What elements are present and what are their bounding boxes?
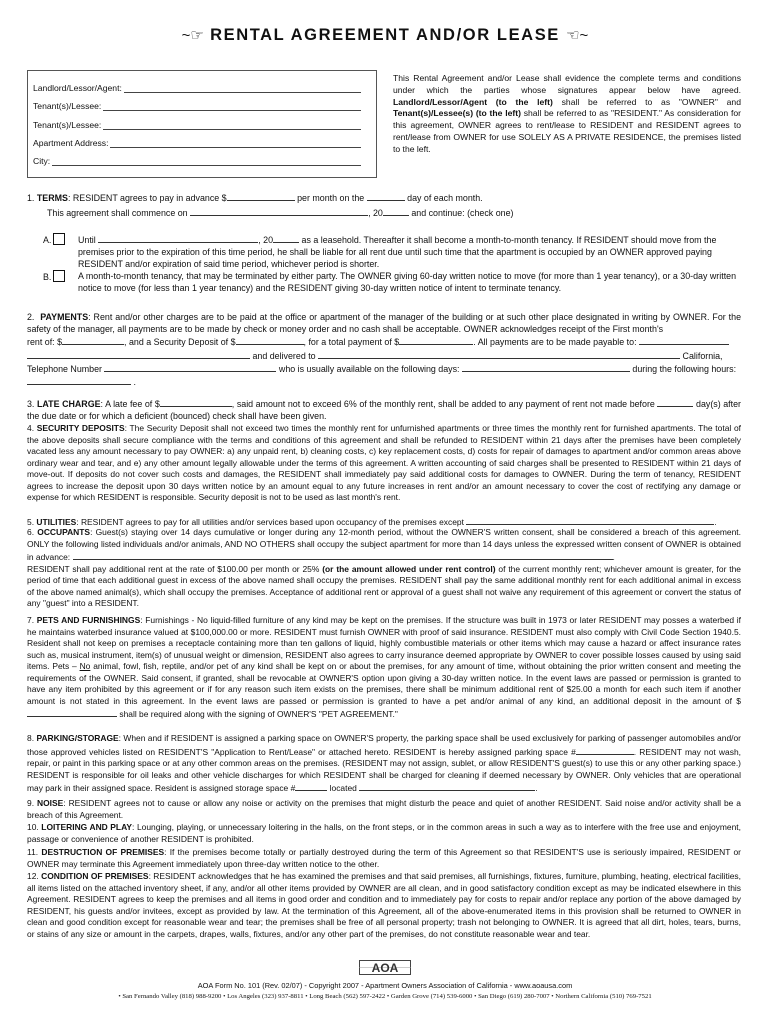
storage-location-field[interactable]	[359, 781, 535, 791]
section-security-deposits: 4. SECURITY DEPOSITS: The Security Deposit shall not exceed two times the monthly rent for unfurnished apartments or three times the monthly rent for furnished apartments. The total of the above deposits shall secure compliance with the terms and conditions of this agreement and shall be refunded to RESIDENT within 21 days after the premises have been completely vacated less any amount necessary to pay OWNER: a) any unpaid rent, b) cleaning costs, c) key replacement costs, d) costs for repair of damages to apartment and/or common areas above ordinary wear and tear, and e) any other amount legally allowable under the terms of this agreement. A written accounting of said charges shall be presented to RESIDENT within 21 days of move-out. If deposits do not cover such costs and damages, the RESIDENT shall immediately pay said additional costs for damages to OWNER. During the term of tenancy, RESIDENT agrees to increase the deposit upon 30 days written notice by an amount equal to any future increases in rent and/or an amount necessary to cover the cost of rectifying any damage or expense for which RESIDENT is responsible. Security deposit is not to be used as last month's rent.	[27, 423, 741, 503]
utilities-except-field[interactable]	[466, 515, 714, 525]
title-text: RENTAL AGREEMENT AND/OR LEASE	[210, 26, 560, 44]
left-ornament-icon: ~☞	[181, 27, 204, 44]
section-occupants: 6. OCCUPANTS: Guest(s) staying over 14 days cumulative or longer during any 12-month period, without the OWNER'S written consent, shall be considered a breach of this agreement. ONLY the following listed individuals and/or animals, AND NO OTHERS shall occupy the subject apartment for more than 14 days unless the expressed written consent of OWNER is obtained in advance: . RESIDENT shall pay additional rent at the rate of $100.00 per month or 25% (or the amount allowed under rent control) of the current monthly rent; whichever amount is greater, for the period of time that each additional guest in excess of the above named shall occupy the premises. RESIDENT shall pay the same additional monthly rent for each additional animal in excess of the above named animal(s), which shall occupy the premises. Acceptance of additional rent or approval of a guest shall not waive any requirement of this agreement or convert the status of any "guest" into a RESIDENT.	[27, 527, 741, 609]
landlord-line[interactable]: Landlord/Lessor/Agent:	[33, 83, 361, 93]
tenant-line-2[interactable]: Tenant(s)/Lessee:	[33, 120, 361, 130]
section-condition: 12. CONDITION OF PREMISES: RESIDENT acknowledges that he has examined the premises and that said premises, all furnishings, fixtures, furniture, plumbing, heating, electrical facilities, all items listed on the attached inventory sheet, if any, and/or all other items provided by OWNER are all clean, and in good satisfactory condition except as may be indicated elsewhere in this Agreement. RESIDENT agrees to keep the premises and all items in good order and condition and to immediately pay for costs to repair and/or replace any portion of the above damaged by RESIDENT, his guests and/or invitees, except as provided by law. At the termination of this Agreement, all of the above-enumerated items in this provision shall be returned to OWNER in clean and good condition except for reasonable wear and tear; the premises shall be free of all personal property; trash not belonging to OWNER. It is agreed that all dirt, holes, tears, burns, or stains of any size or amount in the carpets, drapes, walls, fixtures, and/or any other part of the premises, do not constitute reasonable wear and tear.	[27, 871, 741, 939]
first-month-rent-field[interactable]	[62, 335, 124, 345]
right-ornament-icon: ☜~	[566, 27, 589, 44]
available-days-field[interactable]	[462, 362, 630, 372]
document-title	[0, 26, 770, 45]
total-payment-field[interactable]	[399, 335, 473, 345]
rent-day-field[interactable]	[367, 191, 405, 201]
storage-space-field[interactable]	[295, 781, 327, 791]
tenant-field-2[interactable]	[103, 121, 361, 130]
city-line[interactable]: City:	[33, 156, 361, 166]
available-hours-field[interactable]	[27, 375, 131, 385]
option-b-text: A month-to-month tenancy, that may be terminated by either party. The OWNER giving 60-day written notice to move (for more than 1 year tenancy), or a 30-day written notice to move (for less than 1 year tenancy) and the RESIDENT giving 30-day written notice of intent to terminate tenancy.	[78, 271, 737, 294]
option-a-text: Until , 20 as a leasehold. Thereafter it shall become a month-to-month tenancy. If RESIDENT should move from the premises prior to the expiration of this time period, he shall be liable for all rent due until such time that the apartment is occupied by an OWNER approved paying RESIDENT and/or expiration of said time period, whichever period is shorter.	[78, 235, 717, 270]
security-deposit-field[interactable]	[236, 335, 304, 345]
option-b-label: B.	[43, 270, 69, 282]
commence-line: This agreement shall commence on , 20 and continue: (check one)	[47, 208, 514, 218]
commence-year-field[interactable]	[383, 206, 409, 216]
commence-date-field[interactable]	[190, 206, 368, 216]
party-info-box	[27, 70, 377, 178]
address-field[interactable]	[110, 139, 361, 148]
section-terms: 1. TERMS: RESIDENT agrees to pay in advance $ per month on the day of each month.	[27, 193, 483, 203]
lease-end-date-field[interactable]	[98, 233, 258, 243]
landlord-field[interactable]	[124, 84, 361, 93]
parking-space-field[interactable]	[576, 745, 634, 755]
section-payments: 2. PAYMENTS: Rent and/or other charges are to be paid at the office or apartment of the manager of the building or at such other place designated in writing by OWNER. For the safety of the manager, all payments are to be made by check or money order and no cash shall be acceptable. OWNER acknowledges receipt of the First month's rent of: $ , and a Security Deposit of $ , for a total payment of $ . All payments are to be made payable to: and delivered to California, Telephone Number who is usually available on the following days: during the following hours: .	[27, 312, 742, 388]
tenant-line-1[interactable]: Tenant(s)/Lessee:	[33, 101, 361, 111]
aoa-logo-text: AOA	[371, 961, 399, 975]
late-fee-field[interactable]	[160, 397, 232, 407]
address-line[interactable]: Apartment Address:	[33, 138, 361, 148]
lease-end-year-field[interactable]	[273, 233, 299, 243]
section-utilities: 5. UTILITIES: RESIDENT agrees to pay for all utilities and/or services based upon occupancy of the premises except .	[27, 517, 717, 527]
option-b-checkbox[interactable]	[53, 270, 65, 282]
occupants-list-field[interactable]	[73, 550, 613, 560]
section-late-charge: 3. LATE CHARGE: A late fee of $ , said amount not to exceed 6% of the monthly rent, shall be added to any payment of rent not made before day(s) after the due date or for which a deficient (bounced) check shall have been given.	[27, 399, 741, 422]
section-destruction: 11. DESTRUCTION OF PREMISES: If the premises become totally or partially destroyed during the term of this Agreement so that RESIDENT'S use is seriously impaired, RESIDENT or OWNER may terminate this Agreement immediately upon three-day written notice to the other.	[27, 847, 741, 869]
payable-to-field-2[interactable]	[27, 349, 250, 359]
aoa-logo	[359, 960, 411, 975]
section-noise: 9. NOISE: RESIDENT agrees not to cause or allow any noise or activity on the premises that might disturb the peace and quiet of another RESIDENT. Said noise and/or activity shall be a breach of this Agreement.	[27, 798, 741, 820]
intro-paragraph: This Rental Agreement and/or Lease shall evidence the complete terms and conditions under which the parties whose signatures appear below have agreed. Landlord/Lessor/Agent (to the left) shall be referred to as "OWNER" and Tenant(s)/Lessee(s) (to the left) shall be referred to as "RESIDENT." As consideration for this agreement, OWNER agrees to rent/lease to RESIDENT and RESIDENT agrees to rent/lease from OWNER for use SOLELY AS A PRIVATE RESIDENCE, the premises listed to the left.	[393, 73, 741, 154]
telephone-field[interactable]	[104, 362, 276, 372]
option-a-checkbox[interactable]	[53, 233, 65, 245]
section-loitering: 10. LOITERING AND PLAY: Lounging, playing, or unnecessary loitering in the halls, on the front steps, or in the common areas in such a way as to interfere with the free use and enjoyment, passage or convenience of another RESIDENT is prohibited.	[27, 822, 741, 844]
rent-amount-field[interactable]	[227, 191, 295, 201]
section-pets-furnishings: 7. PETS AND FURNISHINGS: Furnishings - No liquid-filled furniture of any kind may be kept on the premises. If the structure was built in 1973 or later RESIDENT may posses a waterbed if he maintains waterbed insurance valued at $100,000.00 or more. RESIDENT must furnish OWNER with proof of said insurance. RESIDENT must also comply with Civil Code Section 1940.5. Resident shall not keep on premises a receptacle containing more than ten gallons of liquid, highly combustible materials or other items which may cause a hazard or affect insurance rates such as, musical instrument, item(s) of unusual weight or dimension, RESIDENT also agrees to carry insurance deemed appropriate by OWNER to cover possible losses caused by using said items. Pets – No animal, fowl, fish, reptile, and/or pet of any kind shall be kept on or about the premises, for any amount of time, without obtaining the prior written consent and meeting the requirements of the OWNER. Said consent, if granted, shall be revocable at OWNER'S option upon giving a 30-day written notice. In the event laws are passed or permission is granted to have any item prohibited by this agreement or if for any reason such item exists on the premises, there shall be minimum additional rent of $25.00 a month for each such item if another amount is not stated in this agreement. In the event laws are passed or permission is granted to have a pet and/or animal of any kind, an additional deposit in the amount of $ shall be required along with the signing of OWNER'S "PET AGREEMENT."	[27, 615, 741, 720]
delivered-to-field[interactable]	[318, 349, 680, 359]
tenant-field-1[interactable]	[103, 102, 361, 111]
footer-offices: • San Fernando Valley (818) 988-9200 • Los Angeles (323) 937-8811 • Long Beach (562) 597-2422 • Garden Grove (714) 539-6000 • San Diego (619) 280-7007 • Northern California (510) 769-7521	[118, 993, 652, 1000]
pet-deposit-field[interactable]	[27, 707, 117, 717]
footer-form-info: AOA Form No. 101 (Rev. 02/07) - Copyright 2007 - Apartment Owners Association of California - www.aoausa.com	[197, 981, 573, 990]
payable-to-field[interactable]	[639, 335, 729, 345]
late-days-field[interactable]	[657, 397, 693, 407]
option-a-label: A.	[43, 233, 69, 245]
city-field[interactable]	[52, 157, 361, 166]
section-parking-storage: 8. PARKING/STORAGE: When and if RESIDENT is assigned a parking space on OWNER'S property, the parking space shall be used exclusively for parking of passenger automobiles and/or those approved vehicles listed on RESIDENT'S "Application to Rent/Lease" or attached hereto. RESIDENT is hereby assigned parking space # . RESIDENT may not wash, repair, or paint in this parking space or at any other common areas on the premises. (RESIDENT may not assign, sublet, or allow RESIDENT'S guest(s) to use this or any other parking space.) RESIDENT is responsible for oil leaks and other vehicle discharges for which RESIDENT shall be charged for cleaning if deemed necessary by OWNER. Only vehicles that are operational may park in their assigned space. Resident is assigned storage space # located .	[27, 733, 741, 794]
